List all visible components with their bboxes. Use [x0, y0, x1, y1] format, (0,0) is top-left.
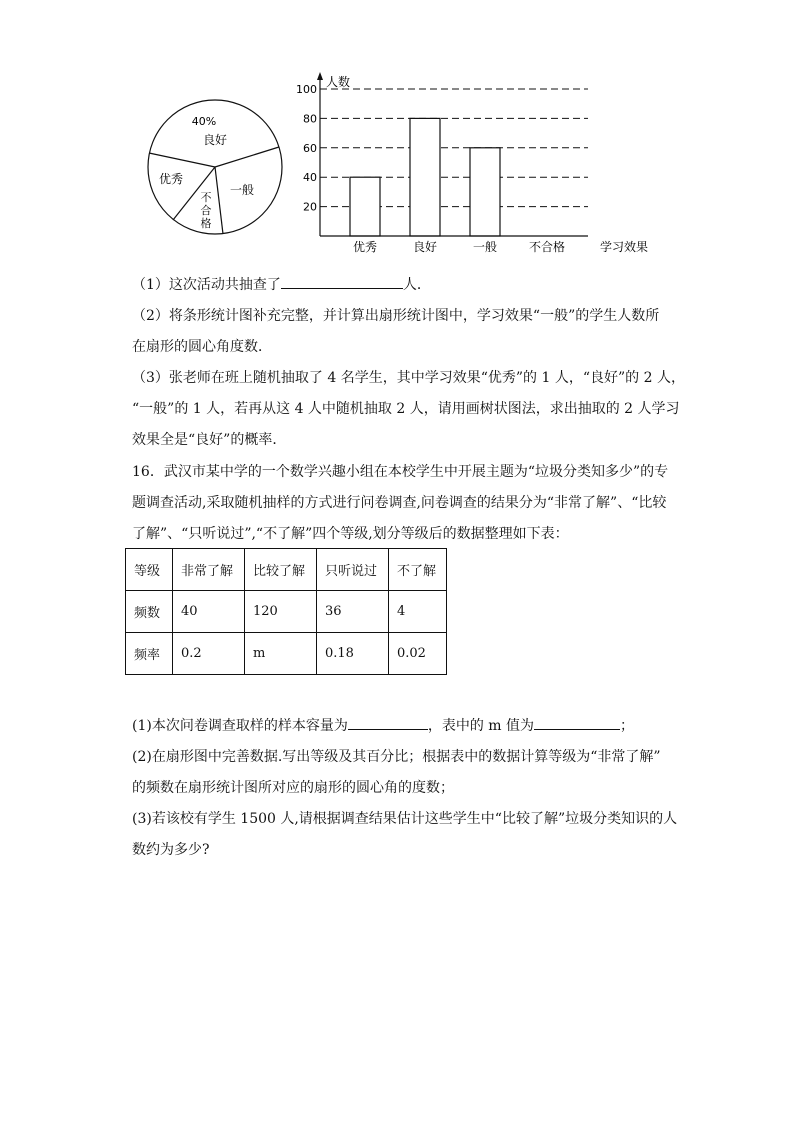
- q16-part1-middle: ，表中的 m 值为: [427, 718, 535, 734]
- q15-part3-line2: “一般”的 1 人，若再从这 4 人中随机抽取 2 人，请用画树状图法，求出抽取的 2 人学习: [132, 401, 680, 417]
- table-cell: 频数: [126, 591, 173, 633]
- q16-part1-suffix: ；: [620, 718, 635, 734]
- table-cell: 0.2: [173, 633, 245, 675]
- q15-part1: [132, 274, 431, 295]
- q16-part2-line1: (2)在扇形图中完善数据.写出等级及其百分比；根据表中的数据计算等级为“非常了解”: [132, 749, 661, 765]
- y-tick-label: 100: [296, 83, 317, 96]
- q16-m-value-blank: [534, 715, 620, 730]
- y-tick-label: 20: [303, 200, 317, 214]
- table-cell: 0.02: [389, 633, 447, 675]
- pie-label-excellent: 优秀: [158, 172, 184, 186]
- q15-part2-line1: （2）将条形统计图补充完整，并计算出扇形统计图中，学习效果“一般”的学生人数所: [132, 308, 660, 324]
- table-cell: 0.18: [317, 633, 389, 675]
- table-cell: 频率: [126, 633, 173, 675]
- pie-divider-general-fail: [215, 167, 223, 234]
- table-cell: 不了解: [389, 549, 447, 591]
- table-cell: 36: [317, 591, 389, 633]
- pie-divider-excellent-good: [149, 153, 215, 167]
- bar-2: [470, 148, 500, 236]
- table-row: [126, 633, 447, 675]
- q16-part1-prefix: (1)本次问卷调查取样的样本容量为: [132, 718, 348, 734]
- pie-label-good-percent: 40%: [191, 115, 217, 128]
- pie-label-fail-char3: 格: [200, 217, 212, 230]
- bar-1: [410, 118, 440, 236]
- pie-label-general: 一般: [229, 183, 255, 197]
- q16-part3-line1: (3)若该校有学生 1500 人,请根据调查结果估计这些学生中“比较了解”垃圾分类知识的人: [132, 811, 678, 827]
- table-cell: m: [245, 633, 317, 675]
- y-axis-arrow: [317, 72, 323, 80]
- q16-sample-size-blank: [348, 715, 428, 730]
- q15-part1-prefix: （1）这次活动共抽查了: [132, 277, 281, 293]
- q16-intro-line3: 了解”、“只听说过”,“不了解”四个等级,划分等级后的数据整理如下表：: [132, 526, 569, 542]
- pie-divider-good-general: [215, 147, 279, 167]
- bar-0: [350, 177, 380, 236]
- table-cell: 只听说过: [317, 549, 389, 591]
- table-cell: 40: [173, 591, 245, 633]
- x-category-label: 优秀: [352, 240, 378, 254]
- pie-label-good: 良好: [202, 133, 228, 147]
- q16-part1: [132, 715, 634, 736]
- q16-part3-line2: 数约为多少?: [132, 842, 210, 858]
- y-tick-label: 60: [303, 141, 317, 155]
- frequency-table: [125, 548, 447, 675]
- table-row: [126, 549, 447, 591]
- q16-intro-line2: 题调查活动,采取随机抽样的方式进行问卷调查,问卷调查的结果分为“非常了解”、“比较: [132, 495, 667, 511]
- table-cell: 120: [245, 591, 317, 633]
- table-cell: 等级: [126, 549, 173, 591]
- q15-part3-line1: （3）张老师在班上随机抽取了 4 名学生，其中学习效果“优秀”的 1 人，“良好”的 2 人，: [132, 370, 685, 386]
- pie-chart: [140, 95, 290, 245]
- y-tick-label: 80: [303, 112, 317, 126]
- q15-part2-line2: 在扇形的圆心角度数．: [132, 339, 272, 355]
- x-category-label: 不合格: [528, 240, 566, 254]
- table-cell: 4: [389, 591, 447, 633]
- q16-intro-line1: 16．武汉市某中学的一个数学兴趣小组在本校学生中开展主题为“垃圾分类知多少”的专: [132, 464, 669, 480]
- q16-part2-line2: 的频数在扇形统计图所对应的扇形的圆心角的度数；: [132, 780, 454, 796]
- q15-answer-blank: [281, 274, 403, 289]
- table-cell: 比较了解: [245, 549, 317, 591]
- bar-chart: [290, 70, 660, 260]
- pie-label-fail-char1: 不: [200, 191, 212, 204]
- y-axis-label: 人数: [326, 75, 351, 89]
- q15-part3-line3: 效果全是“良好”的概率．: [132, 432, 287, 448]
- x-category-label: 良好: [412, 240, 438, 254]
- y-tick-label: 40: [303, 171, 317, 185]
- x-axis-label: 学习效果: [600, 240, 649, 254]
- table-row: [126, 591, 447, 633]
- x-category-label: 一般: [472, 240, 498, 254]
- pie-label-fail-char2: 合: [200, 204, 212, 217]
- table-cell: 非常了解: [173, 549, 245, 591]
- q15-part1-suffix: 人．: [402, 277, 431, 293]
